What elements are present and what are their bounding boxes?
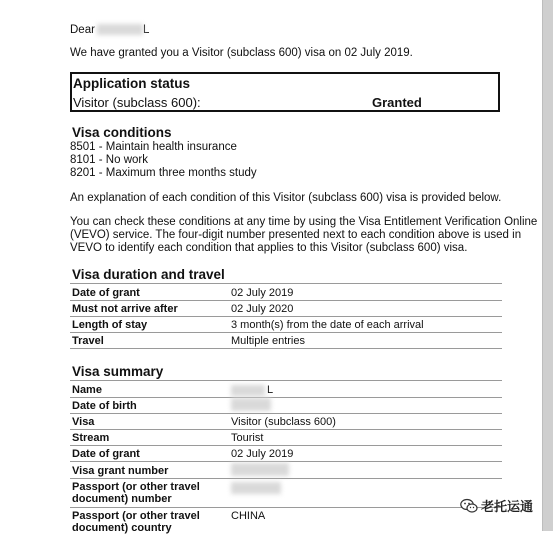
- divider: [70, 445, 502, 446]
- redacted-passport-number: [231, 482, 281, 494]
- divider: [70, 380, 502, 381]
- summary-passport-value: [231, 482, 281, 494]
- duration-row-label: Length of stay: [72, 319, 148, 331]
- summary-dob-label: Date of birth: [72, 400, 137, 412]
- summary-country-value: CHINA: [231, 510, 266, 522]
- condition-item: 8501 - Maintain health insurance: [70, 141, 237, 153]
- watermark-text: 老托运通: [481, 499, 534, 514]
- condition-item: 8201 - Maximum three months study: [70, 167, 257, 179]
- summary-country-label: [72, 510, 200, 534]
- vevo-paragraph-line: (VEVO) service. The four-digit number presented next to each condition above is used in: [70, 229, 522, 241]
- summary-country-label-line: document) country: [72, 522, 172, 534]
- divider: [70, 461, 502, 462]
- divider: [70, 429, 502, 430]
- summary-name-value: [231, 384, 273, 396]
- summary-name-label: Name: [72, 384, 102, 396]
- summary-stream-label: Stream: [72, 432, 110, 444]
- summary-stream-value: Tourist: [231, 432, 264, 444]
- redacted-name: [97, 24, 143, 35]
- application-status-heading: Application status: [73, 76, 191, 91]
- summary-dob-value: [231, 398, 271, 411]
- duration-row-value: 3 month(s) from the date of each arrival: [231, 319, 424, 331]
- summary-grant-date-label: Date of grant: [72, 448, 140, 460]
- duration-row-label: Travel: [72, 335, 104, 347]
- vevo-paragraph-line: VEVO to identify each condition that applies to this Visitor (subclass 600) visa.: [70, 242, 468, 254]
- divider: [70, 478, 502, 479]
- duration-row-value: Multiple entries: [231, 335, 305, 347]
- visa-duration-heading: Visa duration and travel: [72, 267, 225, 282]
- condition-item: 8101 - No work: [70, 154, 148, 166]
- salutation-text: Dear: [70, 24, 95, 36]
- summary-passport-label: [72, 481, 200, 505]
- vevo-paragraph-line: You can check these conditions at any time by using the Visa Entitlement Verification Online: [70, 216, 538, 228]
- intro-text: We have granted you a Visitor (subclass 600) visa on 02 July 2019.: [70, 47, 413, 59]
- application-status-value: Granted: [372, 95, 422, 110]
- redacted-name: [231, 385, 265, 396]
- redacted-grant-number: [231, 463, 289, 476]
- redacted-date-of-birth: [231, 398, 271, 411]
- divider: [70, 300, 502, 301]
- summary-visa-label: Visa: [72, 416, 95, 428]
- duration-row-label: Date of grant: [72, 287, 140, 299]
- visa-summary-heading: Visa summary: [72, 364, 164, 379]
- summary-passport-label-line: Passport (or other travel: [72, 481, 200, 493]
- summary-country-label-line: Passport (or other travel: [72, 510, 200, 522]
- divider: [70, 283, 502, 284]
- summary-passport-label-line: document) number: [72, 493, 172, 505]
- summary-visa-value: Visitor (subclass 600): [231, 416, 336, 428]
- conditions-explanation: An explanation of each condition of this Visitor (subclass 600) visa is provided below.: [70, 192, 502, 204]
- salutation-name-suffix: L: [142, 24, 150, 36]
- duration-row-value: 02 July 2019: [231, 287, 294, 299]
- divider: [70, 316, 502, 317]
- duration-row-value: 02 July 2020: [231, 303, 294, 315]
- divider: [70, 397, 502, 398]
- visa-conditions-heading: Visa conditions: [72, 125, 172, 140]
- salutation: [70, 24, 149, 37]
- application-status-visa-label: Visitor (subclass 600):: [73, 95, 201, 110]
- viewer-scroll-area: [543, 0, 553, 531]
- divider: [70, 413, 502, 414]
- divider: [70, 348, 502, 349]
- divider: [70, 507, 502, 508]
- summary-name-suffix: L: [267, 384, 274, 396]
- summary-grant-number-value: [231, 463, 289, 476]
- duration-row-label: Must not arrive after: [72, 303, 178, 315]
- summary-grant-date-value: 02 July 2019: [231, 448, 294, 460]
- summary-grant-number-label: Visa grant number: [72, 465, 169, 477]
- wechat-icon: [460, 498, 478, 514]
- divider: [70, 332, 502, 333]
